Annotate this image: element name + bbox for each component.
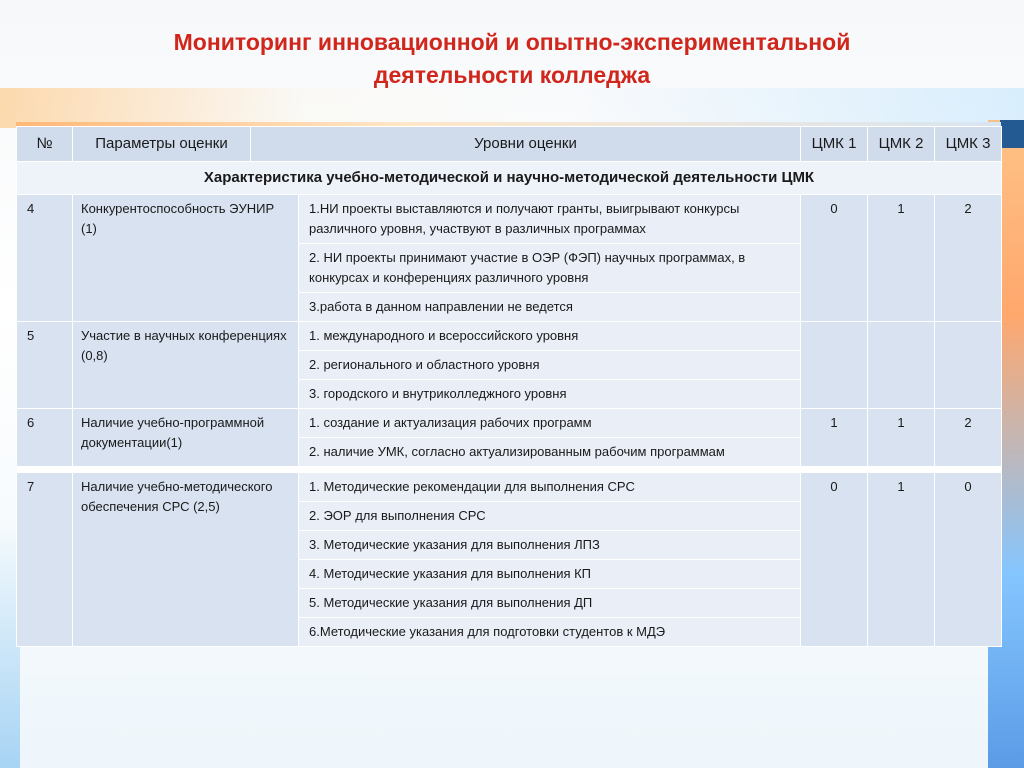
row-cmk2: 1: [868, 195, 935, 322]
row-cmk1: 0: [801, 473, 868, 647]
row-num: 6: [17, 409, 73, 467]
level-item: 2. регионального и областного уровня: [299, 351, 801, 380]
level-item: 3. городского и внутриколледжного уровня: [299, 380, 801, 409]
level-item: 4. Методические указания для выполнения КП: [299, 560, 801, 589]
header-levels: Уровни оценки: [251, 127, 801, 162]
row-param: Наличие учебно-программной документации(1): [73, 409, 299, 467]
row-cmk2: 1: [868, 409, 935, 467]
level-item: 2. наличие УМК, согласно актуализированным рабочим программам: [299, 438, 801, 467]
level-item: 1.НИ проекты выставляются и получают гранты, выигрывают конкурсы различного уровня, участвуют в различных программах: [299, 195, 801, 244]
row-cmk3: [935, 322, 1002, 409]
row-param: Участие в научных конференциях (0,8): [73, 322, 299, 409]
header-num: №: [17, 127, 73, 162]
level-item: 1. создание и актуализация рабочих программ: [299, 409, 801, 438]
header-cmk1: ЦМК 1: [801, 127, 868, 162]
row-num: 5: [17, 322, 73, 409]
level-item: 2. НИ проекты принимают участие в ОЭР (ФЭП) научных программах, в конкурсах и конференциях различного уровня: [299, 244, 801, 293]
row-cmk2: 1: [868, 473, 935, 647]
level-item: 5. Методические указания для выполнения ДП: [299, 589, 801, 618]
table-row: [17, 322, 1002, 351]
row-param: Наличие учебно-методического обеспечения СРС (2,5): [73, 473, 299, 647]
page-title-line-1: Мониторинг инновационной и опытно-экспериментальной: [173, 29, 851, 55]
table-row: [17, 473, 1002, 502]
section-row: [17, 162, 1002, 195]
header-cmk3: ЦМК 3: [935, 127, 1002, 162]
level-item: 3.работа в данном направлении не ведется: [299, 293, 801, 322]
page-title-line-2: деятельности колледжа: [373, 62, 651, 88]
level-item: 3. Методические указания для выполнения ЛПЗ: [299, 531, 801, 560]
row-cmk1: 1: [801, 409, 868, 467]
row-cmk1: [801, 322, 868, 409]
row-cmk3: 2: [935, 409, 1002, 467]
level-item: 1. международного и всероссийского уровня: [299, 322, 801, 351]
level-item: 1. Методические рекомендации для выполнения СРС: [299, 473, 801, 502]
header-params: Параметры оценки: [73, 127, 251, 162]
row-cmk3: 2: [935, 195, 1002, 322]
table-header-row: [17, 127, 1002, 162]
header-cmk2: ЦМК 2: [868, 127, 935, 162]
table-row: [17, 409, 1002, 438]
row-cmk1: 0: [801, 195, 868, 322]
row-cmk3: 0: [935, 473, 1002, 647]
level-item: 2. ЭОР для выполнения СРС: [299, 502, 801, 531]
table-row: [17, 195, 1002, 244]
monitoring-table: [16, 126, 1002, 647]
row-num: 4: [17, 195, 73, 322]
row-param: Конкурентоспособность ЭУНИР (1): [73, 195, 299, 322]
decor-band-right: [1000, 120, 1024, 148]
row-cmk2: [868, 322, 935, 409]
section-title: Характеристика учебно-методической и научно-методической деятельности ЦМК: [17, 162, 1002, 195]
level-item: 6.Методические указания для подготовки студентов к МДЭ: [299, 618, 801, 647]
page-title: [0, 26, 1024, 92]
row-num: 7: [17, 473, 73, 647]
